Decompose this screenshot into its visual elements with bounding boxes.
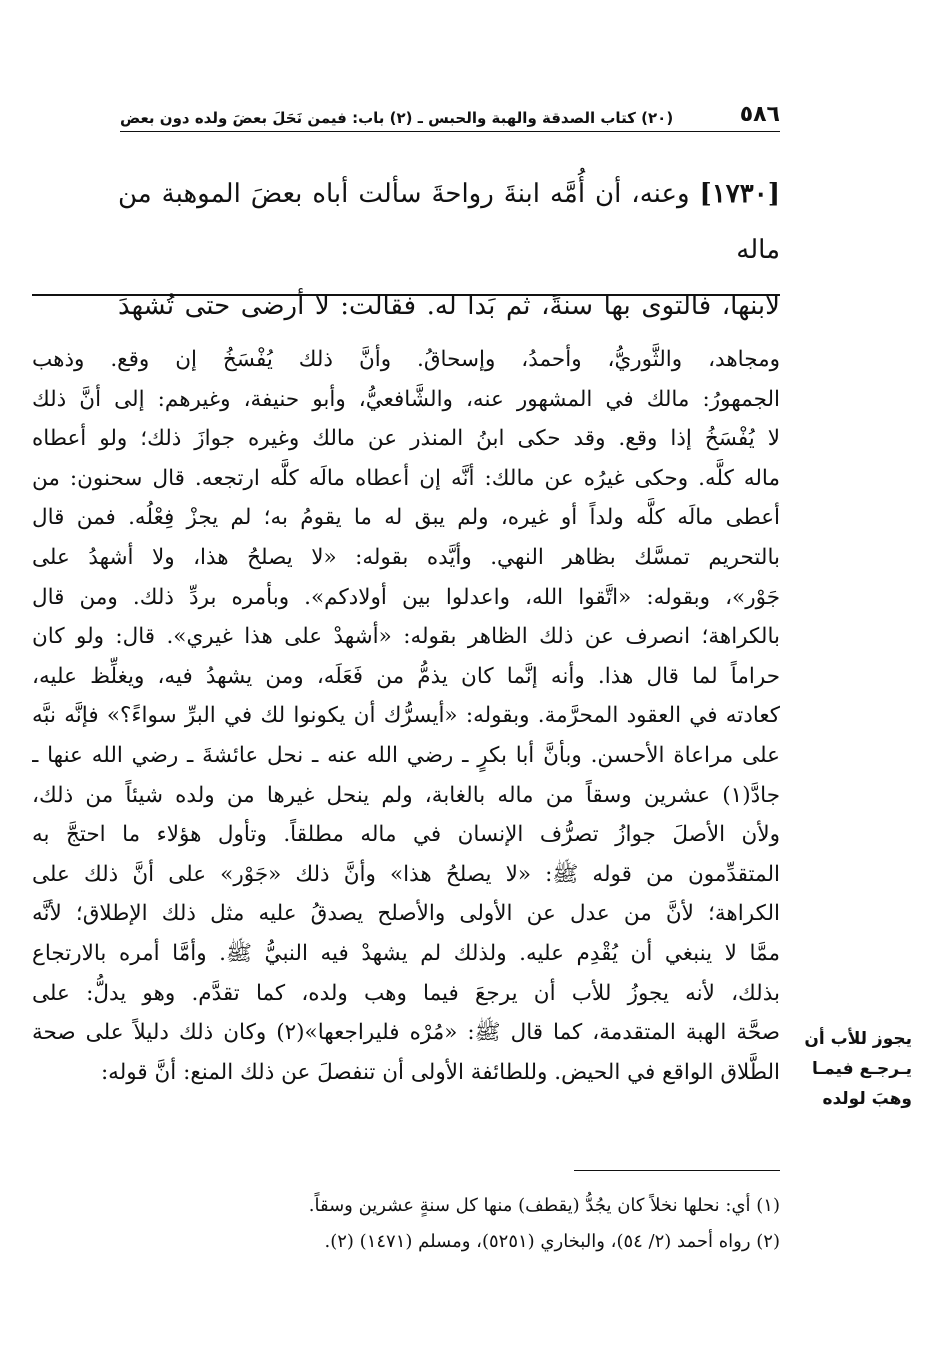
body-line: ومجاهد، والثَّوريُّ، وأحمدُ، وإسحاقُ. وأنَّ ذلك يُفْسَخُ إن وقع. وذهب xyxy=(32,347,780,372)
hadith-line-1 xyxy=(118,166,780,278)
body-line: جادَّ(١) عشرين وسقاً من ماله بالغابة، ولم ينحل غيرها من ولده شيئاً من ذلك، xyxy=(32,782,780,808)
hadith-line-2: لابنها، فالتوى بها سنةً، ثم بَدا له. فقالت: لا أرضى حتى تُشهدَ xyxy=(118,291,780,321)
footnote: (٢) رواه أحمد (٢/ ٥٤)، والبخاري (٥٢٥١)، ومسلم (١٤٧١) (٢). xyxy=(324,1231,780,1252)
section-divider xyxy=(32,294,780,296)
hadith-number: [١٧٣٠] xyxy=(699,179,780,209)
hadith-line-1-text: وعنه، أن أُمَّه ابنةَ رواحةَ سألت أباه بعضَ الموهبة من ماله xyxy=(118,179,780,265)
page-number: ٥٨٦ xyxy=(739,102,780,127)
body-line: المتقدِّمون من قوله ﷺ: «لا يصلحُ هذا» وأنَّ ذلك «جَوْر» على أنَّ ذلك على xyxy=(32,861,780,887)
body-line: لا يُفْسَخُ إذا وقع. وقد حكى ابنُ المنذر عن مالك وغيره جوازَ ذلك؛ ولو أعطاه xyxy=(32,426,780,452)
margin-heading-line: وهبَ لولده xyxy=(822,1089,912,1109)
margin-heading-line: يجوز للأب أن xyxy=(804,1029,912,1049)
body-line: صحَّة الهبة المتقدمة، كما قال ﷺ: «مُرْه فليراجعها»(٢) وكان ذلك دليلاً على صحة xyxy=(32,1020,780,1046)
body-line: الطَّلاق الواقع في الحيض. وللطائفة الأولى أن تنفصلَ عن ذلك المنع: أنَّ قوله: xyxy=(100,1059,780,1085)
body-line: كعادته في العقود المحرَّمة. وبقوله: «أيسرُّك أن يكونوا لك في البرِّ سواءً؟» فإنَّه نبَّه xyxy=(32,703,780,729)
body-line: ماله كلَّه. وحكى غيرُه عن مالك: أنَّه إن أعطاه مالَه كلَّه ارتجعه. قال سحنون: من xyxy=(32,465,780,491)
margin-heading-line: يـرجـع فيمـا xyxy=(811,1059,912,1079)
margin-heading xyxy=(786,1024,912,1114)
body-line: ولأن الأصلَ جوازُ تصرُّف الإنسان في ماله مطلقاً. وتأول هؤلاء ما احتجَّ به xyxy=(32,822,780,848)
body-line: الجمهورُ: مالك في المشهور عنه، والشَّافعيُّ، وأبو حنيفة، وغيرهم: إلى أنَّ ذلك xyxy=(32,386,780,412)
body-line: بذلك، لأنه يجوزُ للأب أن يرجعَ فيما وهب ولده، كما تقدَّم. وهو يدلُّ: على xyxy=(32,980,780,1006)
page-header xyxy=(120,96,780,132)
body-line: حراماً لما قال هذا. وأنه إنَّما كان يذمُّ من فَعَلَه، ومن يشهدُ فيه، ويغلِّظ عليه، xyxy=(32,663,780,689)
body-line: بالكراهة؛ انصرف عن ذلك الظاهر بقوله: «أشهدْ على هذا غيري». قال: ولو كان xyxy=(32,624,780,650)
running-title: (٢٠) كتاب الصدقة والهبة والحبس ـ (٢) باب: فيمن نَحَلَ بعضَ ولده دون بعض xyxy=(120,109,674,127)
footnotes xyxy=(180,1188,780,1260)
body-line: الكراهة؛ لأنَّ من عدل عن الأولى والأصلح يصدقُ عليه مثل ذلك الإطلاق؛ لأنَّه xyxy=(32,901,780,927)
commentary-body xyxy=(32,340,780,1092)
body-line: بالتحريم تمسَّك بظاهر النهي. وأيَّده بقوله: «لا يصلحُ هذا، ولا أشهدُ على xyxy=(32,544,780,570)
body-line: أعطى مالَه كلَّه ولداً أو غيره، ولم يبق له ما يقومُ به؛ لم يجزْ فِعْلُه. فمن قال xyxy=(32,505,780,531)
hadith-text xyxy=(118,166,780,334)
body-line: جَوْر»، وبقوله: «اتَّقوا الله، واعدلوا بين أولادكم». وبأمره بردِّ ذلك. ومن قال xyxy=(32,584,780,610)
footnote-divider xyxy=(574,1170,780,1171)
body-line: على مراعاة الأحسن. وبأنَّ أبا بكرٍ ـ رضي الله عنه ـ نحل عائشةَ ـ رضي الله عنها ـ xyxy=(32,742,780,768)
body-line: ممَّا لا ينبغي أن يُقْدِم عليه. ولذلك لم يشهدْ فيه النبيُّ ﷺ. وأمَّا أمره بالارتجاع xyxy=(32,940,780,966)
footnote: (١) أي: نحلها نخلاً كان يجُدُّ (يقطف) منها كل سنةٍ عشرين وسقاً. xyxy=(308,1195,780,1216)
